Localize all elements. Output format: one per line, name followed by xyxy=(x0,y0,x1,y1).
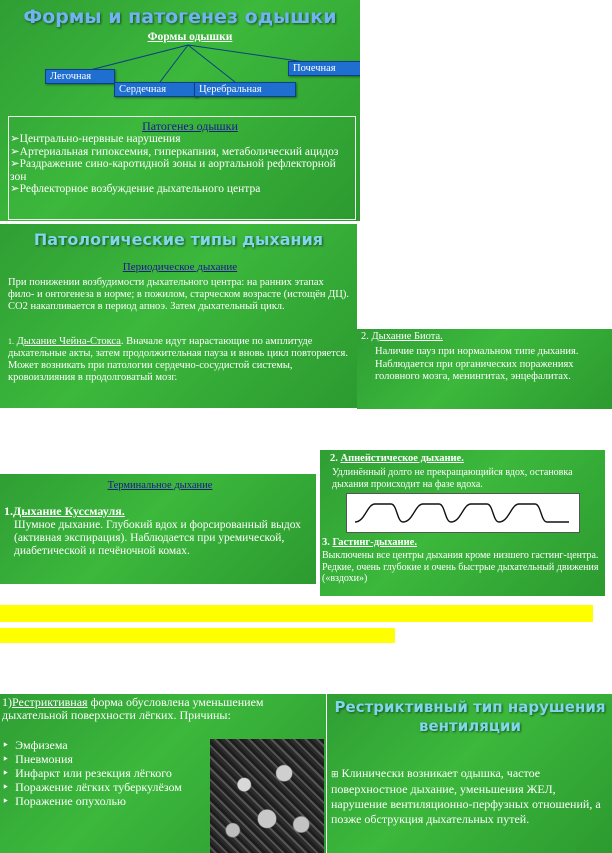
pathogenesis-item: ➢ Центрально-нервные нарушения xyxy=(10,133,354,146)
biot-text: Наличие пауз при нормальном типе дыхания. Наблюдается при органических поражениях головного мозга, менингитах, энцефалитах. xyxy=(375,346,579,382)
pathogenesis-heading: Патогенез одышки xyxy=(142,119,238,133)
biot-title: Дыхание Биота. xyxy=(371,331,443,342)
form-box-renal: Почечная xyxy=(288,61,360,76)
cheyne-stokes-text: . Вначале идут нарастающие по амплитуде дыхательные акты, затем продолжительная пауза и вновь цикл повторяется. Может возникать при патологии сердечно-сосудистой системы, кровоизлияния в продолговатый мозг. xyxy=(8,336,349,383)
restrictive-causes-list xyxy=(2,738,202,808)
slide-biot xyxy=(357,329,612,409)
cheyne-stokes-paragraph xyxy=(8,336,352,384)
pathogenesis-item: ➢ Раздражение сино-каротидной зоны и аортальной рефлекторной зон xyxy=(10,158,354,183)
form-box-cardiac: Сердечная xyxy=(114,82,198,97)
cause-item: ‣ Инфаркт или резекция лёгкого xyxy=(2,766,172,780)
pathogenesis-item: ➢ Рефлекторное возбуждение дыхательного центра xyxy=(10,183,354,196)
pathogenesis-item: ➢ Артериальная гипоксемия, гиперкапния, метаболический ацидоз xyxy=(10,146,354,159)
slide-kussmaul xyxy=(0,474,316,584)
restrictive-word: Рестриктивная xyxy=(12,695,88,709)
slide-title: Патологические типы дыхания xyxy=(33,230,324,249)
cause-item: ‣ Эмфизема xyxy=(2,738,68,752)
highlight-bar xyxy=(0,605,593,622)
apneustic-heading: 2. Апнейстическое дыхание. xyxy=(330,453,464,464)
kussmaul-title: Дыхание Куссмауля. xyxy=(13,504,125,518)
kussmaul-heading: 1.Дыхание Куссмауля. xyxy=(4,504,125,518)
slide-title: Формы и патогенез одышки xyxy=(23,6,337,28)
slide-apneustic-gasping xyxy=(320,450,605,596)
waveform-svg xyxy=(347,494,579,532)
periodic-heading: Периодическое дыхание xyxy=(122,261,238,273)
highlight-bar xyxy=(0,628,395,643)
cheyne-stokes-title: Дыхание Чейна-Стокса xyxy=(16,336,121,347)
slide-restrictive-causes xyxy=(0,694,326,853)
forms-heading: Формы одышки xyxy=(147,31,233,43)
periodic-intro: При понижении возбудимости дыхательного центра: на ранних этапах фило- и онтогенеза в норме; в пожилом, старческом возрасте (истощён ДЦ). СО2 накапливается в период апноэ. Затем дыхательный цикл. xyxy=(8,277,349,312)
cause-item: ‣ Поражение опухолью xyxy=(2,794,126,808)
bullet-icon: ⊞ xyxy=(331,769,339,779)
pathogenesis-list xyxy=(10,133,354,196)
lung-tissue-image xyxy=(210,739,324,853)
form-box-cerebral: Церебральная xyxy=(194,82,296,97)
kussmaul-text: Шумное дыхание. Глубокий вдох и форсированный выдох (активная экспирация). Наблюдается при уремической, диабетической и печёночной комах. xyxy=(14,519,301,557)
apneustic-title: Апнейстическое дыхание. xyxy=(340,453,464,464)
gasping-heading: 3. Гастинг-дыхание. xyxy=(322,537,417,548)
biot-heading: 2. Дыхание Биота. xyxy=(361,331,443,342)
slide-pathological-breathing xyxy=(0,224,357,408)
terminal-heading: Терминальное дыхание xyxy=(107,480,213,491)
clinic-text: ⊞ Клинически возникает одышка, частое поверхностное дыхание, уменьшения ЖЕЛ, нарушение вентиляционно-перфузных отношений, а позже обструкция дыхательных путей. xyxy=(331,766,601,826)
gasping-title: Гастинг-дыхание. xyxy=(332,537,417,548)
apneustic-waveform xyxy=(346,493,580,533)
restrictive-intro: 1)Рестриктивная форма обусловлена уменьшением дыхательной поверхности лёгких. Причины: xyxy=(2,695,264,722)
cheyne-number: 1. xyxy=(8,337,14,346)
slide-forms-pathogenesis xyxy=(0,0,360,221)
slide-restrictive-clinic xyxy=(327,694,612,853)
cause-item: ‣ Пневмония xyxy=(2,752,73,766)
form-box-pulmonary: Легочная xyxy=(45,69,115,84)
gasping-text: Выключены все центры дыхания кроме низшего гастинг-центра. Редкие, очень глубокие и очень быстрые дыхательный движения («вздохи») xyxy=(322,550,599,584)
apneustic-text: Удлинённый долго не прекращающийся вдох, остановка дыхания происходит на фазе вдоха. xyxy=(332,467,573,490)
cause-item: ‣ Поражение лёгких туберкулёзом xyxy=(2,780,182,794)
slide-title: Рестриктивный тип нарушения вентиляции xyxy=(334,698,606,735)
